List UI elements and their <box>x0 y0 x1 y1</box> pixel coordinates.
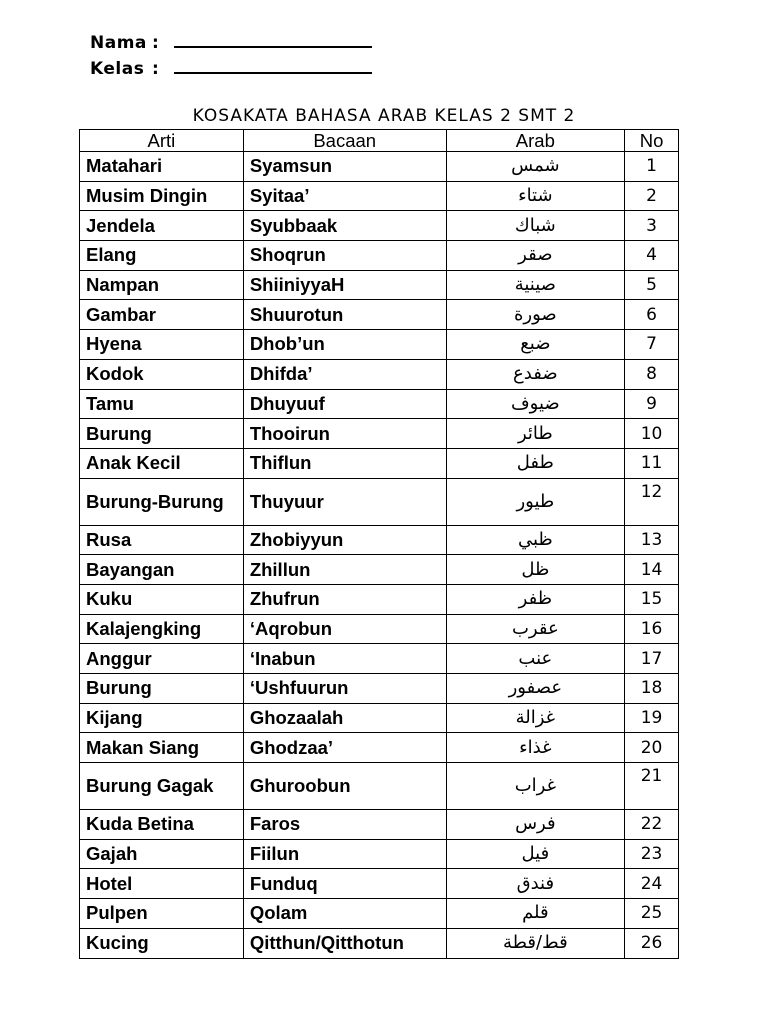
table-row <box>80 241 679 271</box>
no-cell: 13 <box>625 525 679 555</box>
no-cell: 26 <box>625 928 679 958</box>
bacaan-cell: Syubbaak <box>243 211 446 241</box>
no-cell: 1 <box>625 152 679 182</box>
arab-cell: صقر <box>446 241 624 271</box>
arab-cell: عصفور <box>446 674 624 704</box>
bacaan-cell: Thuyuur <box>243 478 446 525</box>
bacaan-cell: Qitthun/Qitthotun <box>243 928 446 958</box>
arti-cell: Gajah <box>80 839 244 869</box>
arab-cell: صورة <box>446 300 624 330</box>
arab-cell: طائر <box>446 419 624 449</box>
arab-cell: فرس <box>446 810 624 840</box>
no-cell: 6 <box>625 300 679 330</box>
arab-cell: فندق <box>446 869 624 899</box>
arti-cell: Nampan <box>80 270 244 300</box>
arab-cell: عنب <box>446 644 624 674</box>
kelas-blank-line[interactable] <box>174 58 372 74</box>
nama-field <box>90 32 372 53</box>
arti-cell: Matahari <box>80 152 244 182</box>
vocabulary-table <box>79 129 679 959</box>
kelas-label: Kelas <box>90 59 145 79</box>
no-cell: 19 <box>625 703 679 733</box>
arti-cell: Jendela <box>80 211 244 241</box>
table-row <box>80 419 679 449</box>
no-cell: 16 <box>625 614 679 644</box>
bacaan-cell: Shuurotun <box>243 300 446 330</box>
arab-cell: شباك <box>446 211 624 241</box>
no-cell: 17 <box>625 644 679 674</box>
bacaan-cell: Shoqrun <box>243 241 446 271</box>
header-no: No <box>625 130 679 152</box>
nama-colon: : <box>152 33 160 53</box>
bacaan-cell: Zhobiyyun <box>243 525 446 555</box>
no-cell: 5 <box>625 270 679 300</box>
page-title: KOSAKATA BAHASA ARAB KELAS 2 SMT 2 <box>192 106 576 126</box>
arti-cell: Elang <box>80 241 244 271</box>
table-row <box>80 181 679 211</box>
arti-cell: Kuda Betina <box>80 810 244 840</box>
no-cell: 12 <box>625 478 679 525</box>
table-row <box>80 928 679 958</box>
table-row <box>80 614 679 644</box>
bacaan-cell: Ghozaalah <box>243 703 446 733</box>
bacaan-cell: Dhuyuuf <box>243 389 446 419</box>
no-cell: 21 <box>625 763 679 810</box>
header-arti: Arti <box>80 130 244 152</box>
bacaan-cell: Zhufrun <box>243 584 446 614</box>
table-row <box>80 330 679 360</box>
table-body <box>80 152 679 959</box>
arab-cell: غذاء <box>446 733 624 763</box>
arti-cell: Burung <box>80 674 244 704</box>
arab-cell: ظل <box>446 555 624 585</box>
arti-cell: Kijang <box>80 703 244 733</box>
bacaan-cell: Ghuroobun <box>243 763 446 810</box>
no-cell: 2 <box>625 181 679 211</box>
arti-cell: Bayangan <box>80 555 244 585</box>
table-row <box>80 525 679 555</box>
arti-cell: Burung-Burung <box>80 478 244 525</box>
no-cell: 3 <box>625 211 679 241</box>
table-row <box>80 389 679 419</box>
bacaan-cell: ‘Aqrobun <box>243 614 446 644</box>
bacaan-cell: Thooirun <box>243 419 446 449</box>
table-row <box>80 763 679 810</box>
table-row <box>80 869 679 899</box>
header-arab: Arab <box>446 130 624 152</box>
table-row <box>80 555 679 585</box>
arab-cell: ظبي <box>446 525 624 555</box>
arti-cell: Anak Kecil <box>80 448 244 478</box>
bacaan-cell: Thiflun <box>243 448 446 478</box>
arti-cell: Gambar <box>80 300 244 330</box>
table-row <box>80 584 679 614</box>
header-bacaan: Bacaan <box>243 130 446 152</box>
arti-cell: Pulpen <box>80 899 244 929</box>
table-row <box>80 211 679 241</box>
arti-cell: Burung Gagak <box>80 763 244 810</box>
arab-cell: ظفر <box>446 584 624 614</box>
table-row <box>80 300 679 330</box>
no-cell: 7 <box>625 330 679 360</box>
table-row <box>80 674 679 704</box>
arab-cell: قلم <box>446 899 624 929</box>
arti-cell: Kodok <box>80 359 244 389</box>
table-row <box>80 733 679 763</box>
arab-cell: قط/قطة <box>446 928 624 958</box>
bacaan-cell: Dhifda’ <box>243 359 446 389</box>
arab-cell: شمس <box>446 152 624 182</box>
arti-cell: Kalajengking <box>80 614 244 644</box>
arti-cell: Kuku <box>80 584 244 614</box>
no-cell: 8 <box>625 359 679 389</box>
table-row <box>80 359 679 389</box>
nama-label: Nama <box>90 33 147 53</box>
arab-cell: غراب <box>446 763 624 810</box>
bacaan-cell: Syitaa’ <box>243 181 446 211</box>
table-row <box>80 448 679 478</box>
table-row <box>80 270 679 300</box>
no-cell: 18 <box>625 674 679 704</box>
arab-cell: غزالة <box>446 703 624 733</box>
no-cell: 14 <box>625 555 679 585</box>
no-cell: 15 <box>625 584 679 614</box>
arab-cell: ضبع <box>446 330 624 360</box>
arab-cell: صينية <box>446 270 624 300</box>
bacaan-cell: Zhillun <box>243 555 446 585</box>
bacaan-cell: Dhob’un <box>243 330 446 360</box>
arti-cell: Hotel <box>80 869 244 899</box>
no-cell: 9 <box>625 389 679 419</box>
bacaan-cell: ‘Inabun <box>243 644 446 674</box>
arab-cell: فيل <box>446 839 624 869</box>
arab-cell: طفل <box>446 448 624 478</box>
no-cell: 4 <box>625 241 679 271</box>
arti-cell: Rusa <box>80 525 244 555</box>
bacaan-cell: Ghodzaa’ <box>243 733 446 763</box>
kelas-field <box>90 58 372 79</box>
table-row <box>80 478 679 525</box>
table-header-row <box>80 130 679 152</box>
table-row <box>80 839 679 869</box>
arti-cell: Tamu <box>80 389 244 419</box>
bacaan-cell: Qolam <box>243 899 446 929</box>
table-row <box>80 152 679 182</box>
no-cell: 20 <box>625 733 679 763</box>
bacaan-cell: Syamsun <box>243 152 446 182</box>
kelas-colon: : <box>152 59 160 79</box>
arab-cell: شتاء <box>446 181 624 211</box>
arti-cell: Kucing <box>80 928 244 958</box>
bacaan-cell: Funduq <box>243 869 446 899</box>
no-cell: 25 <box>625 899 679 929</box>
bacaan-cell: ‘Ushfuurun <box>243 674 446 704</box>
arab-cell: ضفدع <box>446 359 624 389</box>
arti-cell: Burung <box>80 419 244 449</box>
table-row <box>80 899 679 929</box>
table-row <box>80 703 679 733</box>
arab-cell: عقرب <box>446 614 624 644</box>
bacaan-cell: Faros <box>243 810 446 840</box>
no-cell: 10 <box>625 419 679 449</box>
arab-cell: ضيوف <box>446 389 624 419</box>
table-row <box>80 810 679 840</box>
arti-cell: Makan Siang <box>80 733 244 763</box>
arab-cell: طيور <box>446 478 624 525</box>
no-cell: 22 <box>625 810 679 840</box>
table-row <box>80 644 679 674</box>
no-cell: 23 <box>625 839 679 869</box>
arti-cell: Anggur <box>80 644 244 674</box>
arti-cell: Musim Dingin <box>80 181 244 211</box>
nama-blank-line[interactable] <box>174 32 372 48</box>
no-cell: 11 <box>625 448 679 478</box>
no-cell: 24 <box>625 869 679 899</box>
bacaan-cell: Fiilun <box>243 839 446 869</box>
arti-cell: Hyena <box>80 330 244 360</box>
bacaan-cell: ShiiniyyaH <box>243 270 446 300</box>
